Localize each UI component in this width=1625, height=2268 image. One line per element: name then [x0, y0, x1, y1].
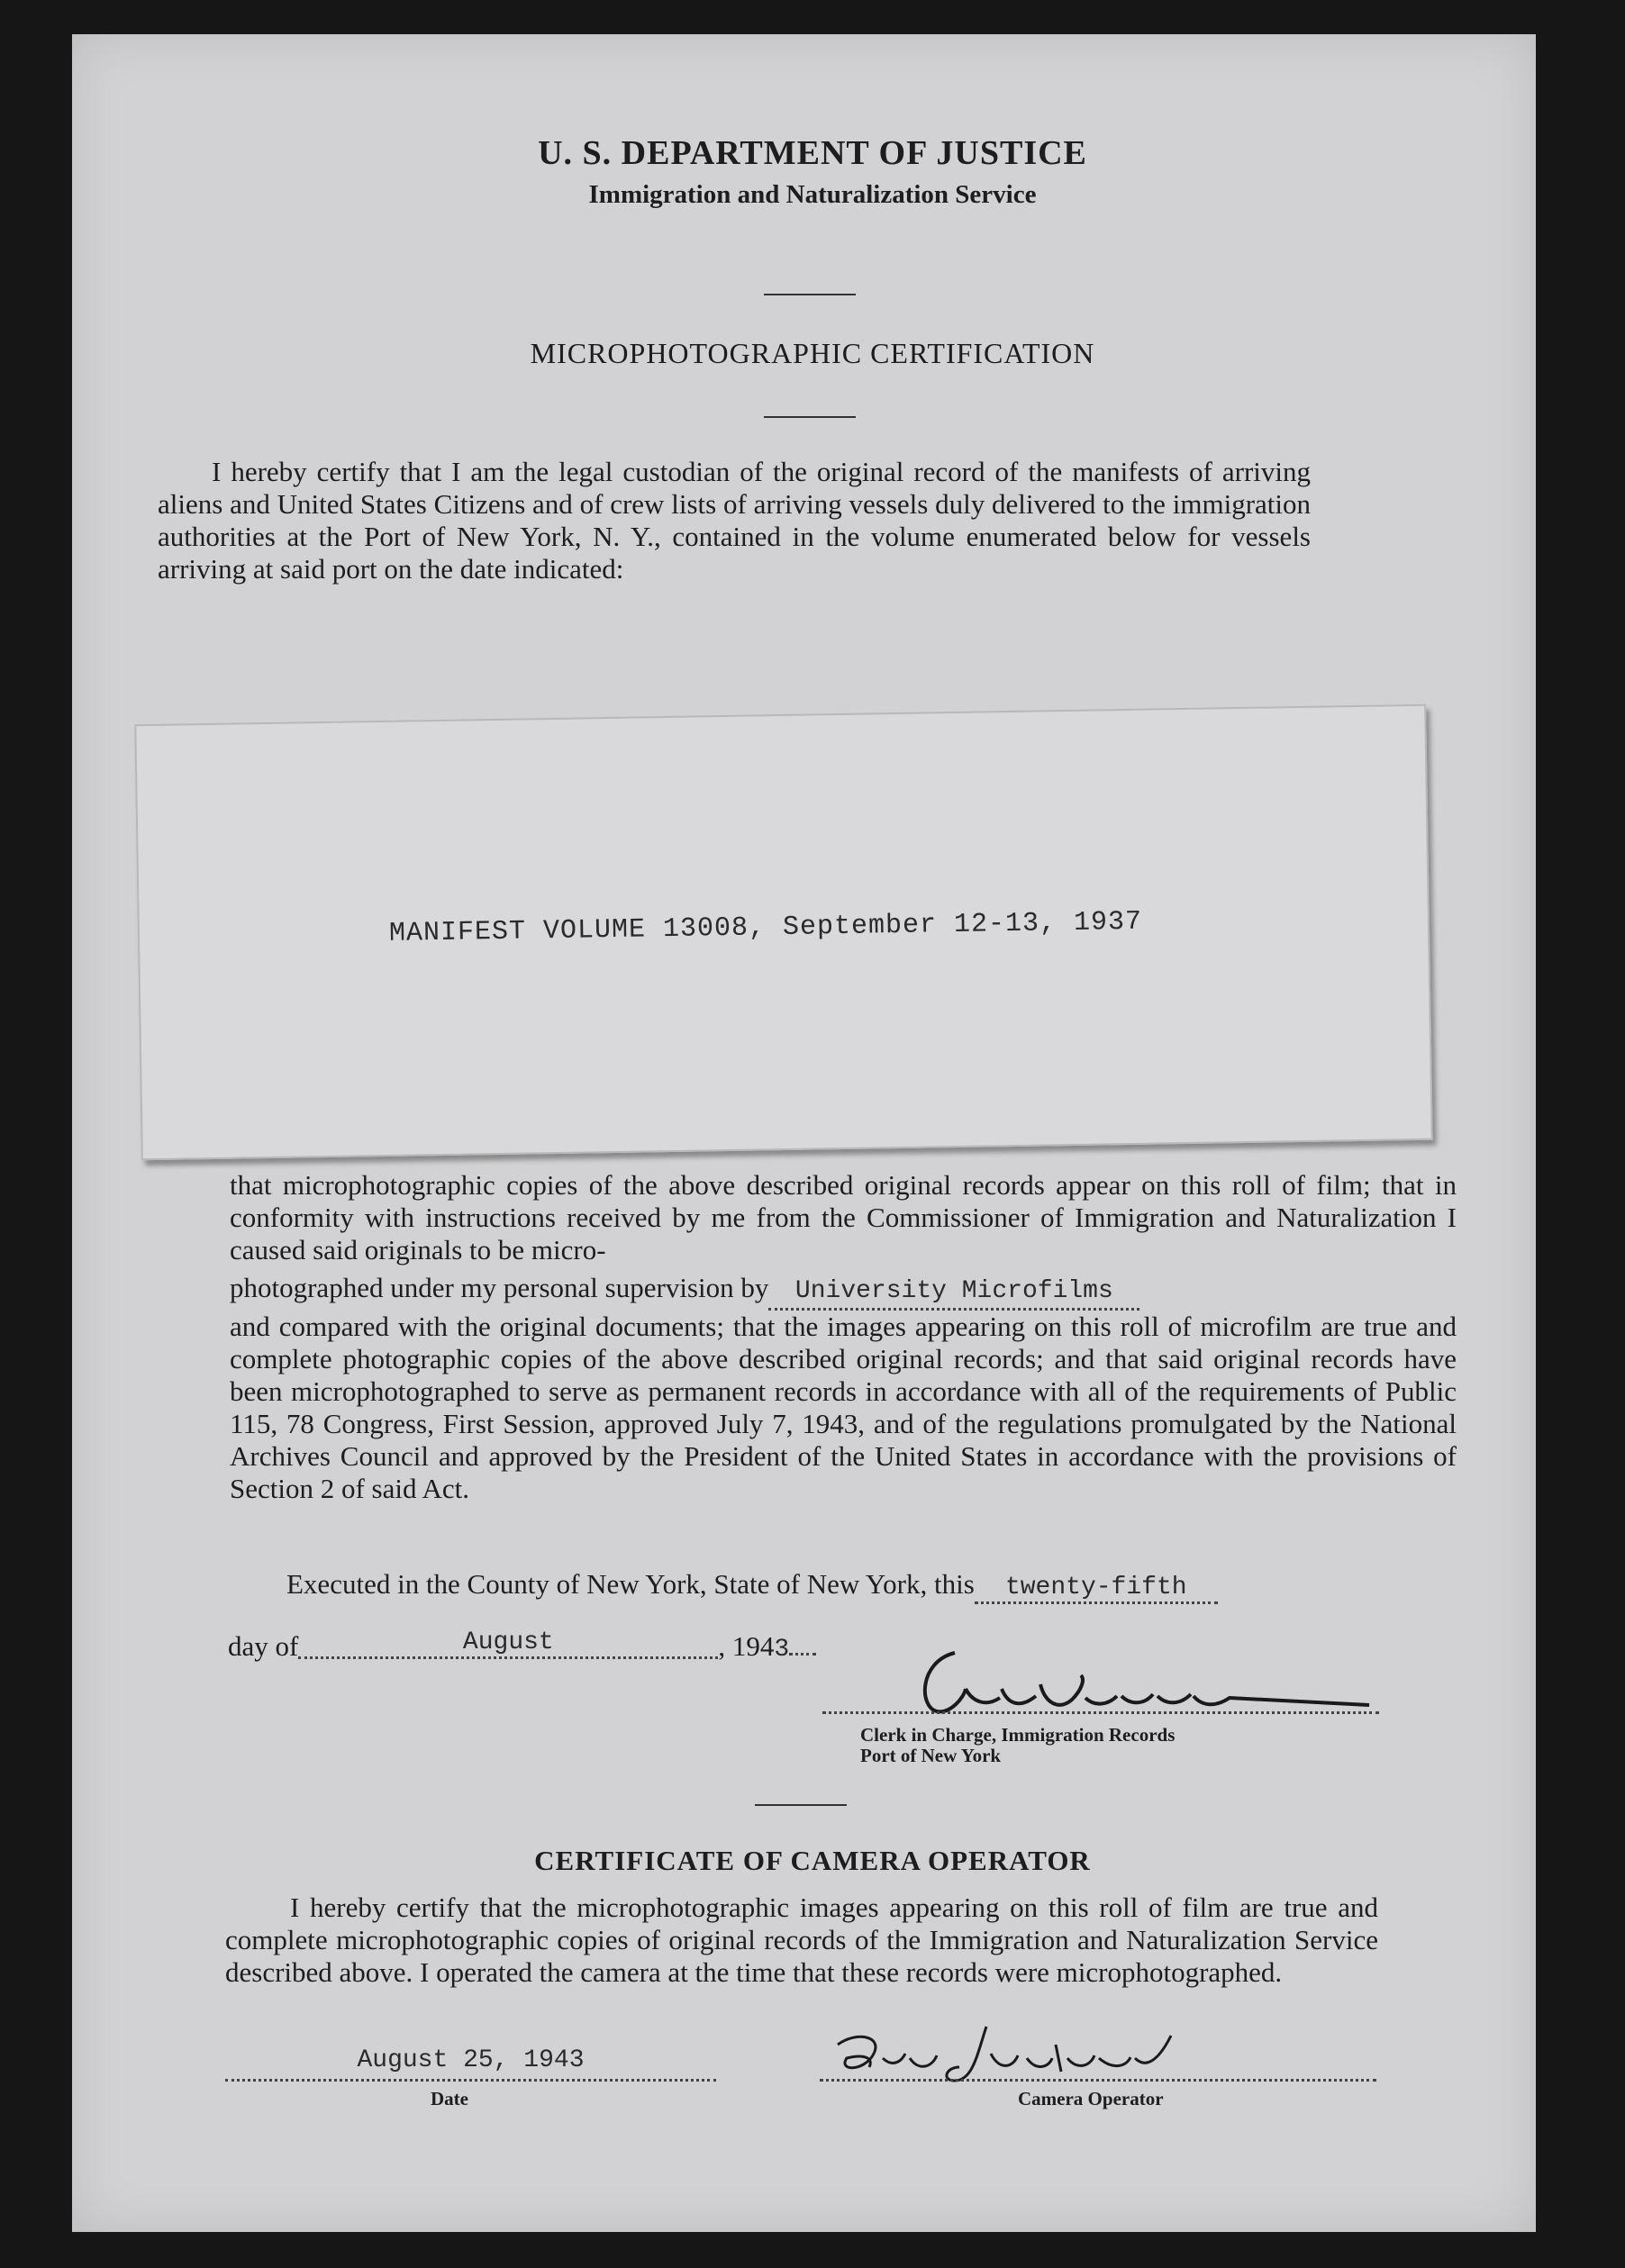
supervision-prefix: photographed under my personal supervision by: [230, 1272, 769, 1303]
operator-line-dots: [820, 2079, 1376, 2082]
camera-certificate-text: I hereby certify that the microphotographic images appearing on this roll of film are true and complete microphotographic copies of original records of the Immigration and Naturalization Service described above. I operated the camera at the time that these records were microphotographed.: [225, 1892, 1378, 1988]
operator-label: Camera Operator: [1018, 2088, 1164, 2109]
manifest-slip: [134, 704, 1432, 1160]
month-field: [298, 1623, 718, 1659]
divider: [764, 294, 856, 295]
date-line: [228, 1630, 816, 1666]
date-label: Date: [431, 2088, 468, 2109]
date-line-dots: [225, 2079, 716, 2082]
body-text-part1: that microphotographic copies of the above described original records appear on this roll of film; that in conformity with instructions received by me from the Commissioner of Immigration and Naturalization I caused said originals to be micro-: [230, 1169, 1457, 1266]
date-field: [225, 2046, 716, 2074]
day-of-label: day of: [228, 1630, 299, 1662]
year-dots: [789, 1653, 816, 1656]
intro-text: I hereby certify that I am the legal custodian of the original record of the manifests of arriving aliens and United States Citizens and of crew lists of arriving vessels duly delivered to the immigration authorities at the Port of New York, N. Y., contained in the volume enumerated below for vessels arriving at said port on the date indicated:: [158, 456, 1311, 585]
body-text-part2: and compared with the original documents; that the images appearing on this roll of microfilm are true and complete photographic copies of the above described original records; and that said original records have been microphotographed to serve as permanent records in accordance with all of the requirements of Public 115, 78 Congress, First Session, approved July 7, 1943, and of the regulations promulgated by the National Archives Council and approved by the President of the United States in accordance with the provisions of Section 2 of said Act.: [230, 1311, 1457, 1504]
camera-certificate-heading: CERTIFICATE OF CAMERA OPERATOR: [534, 1845, 1091, 1876]
execution-prefix: Executed in the County of New York, State of New York, this: [286, 1568, 975, 1600]
camera-certificate-paragraph: [225, 1892, 1378, 1989]
clerk-title-line2: Port of New York: [860, 1745, 1002, 1766]
execution-line: [286, 1568, 1218, 1604]
certification-title: MICROPHOTOGRAPHIC CERTIFICATION: [530, 337, 1095, 369]
clerk-signature-line: [822, 1711, 1379, 1714]
department-heading: U. S. DEPARTMENT OF JUSTICE: [538, 134, 1087, 172]
supervisor-field: [768, 1272, 1139, 1311]
intro-paragraph: [158, 456, 1311, 585]
year-prefix: , 194: [718, 1630, 775, 1662]
service-subheading: Immigration and Naturalization Service: [588, 180, 1037, 209]
month-value: August: [462, 1628, 554, 1656]
body-paragraph: [230, 1169, 1457, 1505]
divider: [755, 1804, 847, 1806]
day-field: [975, 1568, 1218, 1604]
manifest-volume-text: MANIFEST VOLUME 13008, September 12-13, 1937: [388, 906, 1143, 949]
date-value: August 25, 1943: [357, 2046, 585, 2074]
clerk-title-line1: Clerk in Charge, Immigration Records: [860, 1724, 1176, 1746]
supervisor-value: University Microfilms: [794, 1277, 1113, 1305]
divider: [764, 416, 856, 418]
year-digit: 3: [774, 1636, 790, 1664]
supervision-line: [230, 1272, 1457, 1311]
day-value: twenty-fifth: [1004, 1574, 1187, 1601]
